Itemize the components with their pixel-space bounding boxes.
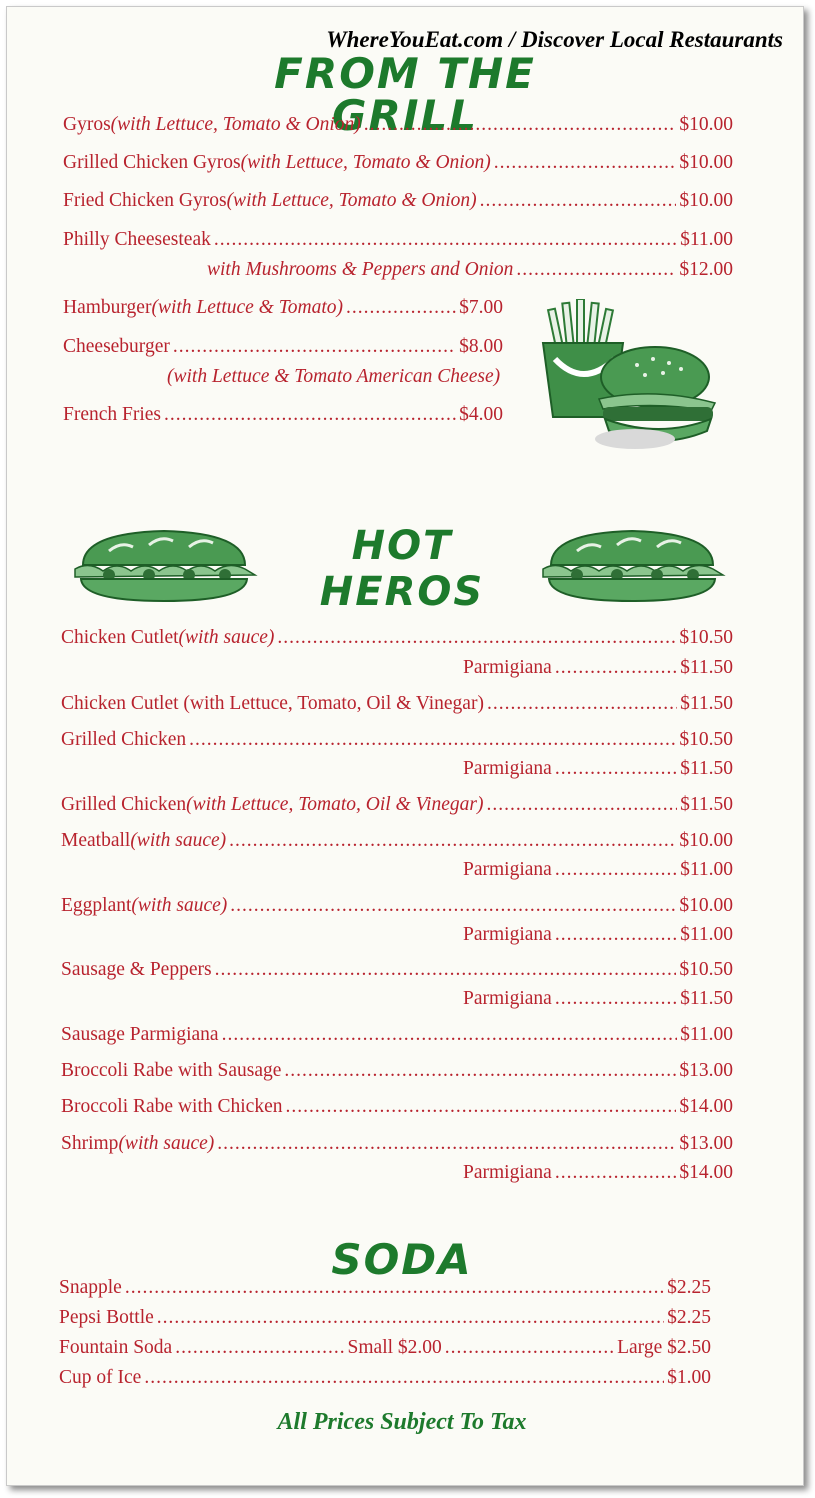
menu-item-cheeseburger: Cheeseburger ..... $8.00	[63, 336, 503, 362]
menu-item-cheesesteak-mushrooms: with Mushrooms & Peppers and Onion ..... $12.00	[207, 259, 733, 285]
menu-item-grilled-chicken-lto: Grilled Chicken (with Lettuce, Tomato, Oil & Vinegar) ..... $11.50	[61, 794, 733, 820]
section-title-heros-line1: HOT	[351, 523, 453, 569]
menu-item-broccoli-rabe-sausage: Broccoli Rabe with Sausage ..... $13.00	[61, 1060, 733, 1086]
menu-item-grilled-chicken: Grilled Chicken ..... $10.50	[61, 729, 733, 755]
menu-item-pepsi-bottle: Pepsi Bottle ..... $2.25	[59, 1307, 711, 1333]
menu-item-shrimp: Shrimp (with sauce) ..... $13.00	[61, 1133, 733, 1159]
menu-item-sausage-parmigiana: Sausage Parmigiana ..... $11.00	[61, 1024, 733, 1050]
menu-item-grilled-chicken-gyros: Grilled Chicken Gyros (with Lettuce, Tomato & Onion) ..... $10.00	[63, 152, 733, 178]
menu-item-sausage-peppers: Sausage & Peppers ..... $10.50	[61, 959, 733, 985]
menu-item-chicken-cutlet-lto: Chicken Cutlet (with Lettuce, Tomato, Oil & Vinegar) ..... $11.50	[61, 693, 733, 719]
menu-item-cup-of-ice: Cup of Ice ..... $1.00	[59, 1367, 711, 1393]
menu-item-shrimp-parm: Parmigiana ..... $14.00	[463, 1162, 733, 1188]
menu-item-cheeseburger-note: (with Lettuce & Tomato American Cheese)	[167, 366, 501, 387]
menu-item-gyros: Gyros (with Lettuce, Tomato & Onion) ..... $10.00	[63, 114, 733, 140]
section-title-grill: FROM THE GRILL	[274, 49, 536, 140]
menu-item-philly-cheesesteak: Philly Cheesesteak ..... $11.00	[63, 229, 733, 255]
menu-item-grilled-chicken-parm: Parmigiana ..... $11.50	[463, 758, 733, 784]
menu-page	[6, 6, 804, 1486]
site-watermark: WhereYouEat.com / Discover Local Restaurants	[326, 27, 783, 52]
menu-item-meatball-parm: Parmigiana ..... $11.00	[463, 859, 733, 885]
hero-sandwich-left-illustration	[69, 525, 259, 605]
burger-fries-illustration	[535, 299, 721, 457]
menu-item-hamburger: Hamburger (with Lettuce & Tomato) ..... $7.00	[63, 297, 503, 323]
menu-item-fried-chicken-gyros: Fried Chicken Gyros (with Lettuce, Tomato & Onion) ..... $10.00	[63, 190, 733, 216]
section-title-soda: SODA	[331, 1235, 473, 1284]
menu-item-chicken-cutlet-parm: Parmigiana ..... $11.50	[463, 657, 733, 683]
section-title-heros	[307, 523, 497, 615]
menu-item-eggplant: Eggplant (with sauce) ..... $10.00	[61, 895, 733, 921]
menu-item-meatball: Meatball (with sauce) ..... $10.00	[61, 830, 733, 856]
menu-item-fountain-soda: Fountain Soda ..... Small $2.00 ..... Large $2.50	[59, 1337, 711, 1363]
section-title-heros-line2: HEROS	[319, 569, 485, 615]
menu-item-chicken-cutlet: Chicken Cutlet (with sauce) ..... $10.50	[61, 627, 733, 653]
menu-item-eggplant-parm: Parmigiana ..... $11.00	[463, 924, 733, 950]
tax-notice: All Prices Subject To Tax	[277, 1409, 527, 1435]
menu-item-sausage-peppers-parm: Parmigiana ..... $11.50	[463, 988, 733, 1014]
hero-sandwich-right-illustration	[537, 525, 727, 605]
menu-item-french-fries: French Fries ..... $4.00	[63, 404, 503, 430]
menu-item-broccoli-rabe-chicken: Broccoli Rabe with Chicken ..... $14.00	[61, 1096, 733, 1122]
menu-item-snapple: Snapple ..... $2.25	[59, 1277, 711, 1303]
